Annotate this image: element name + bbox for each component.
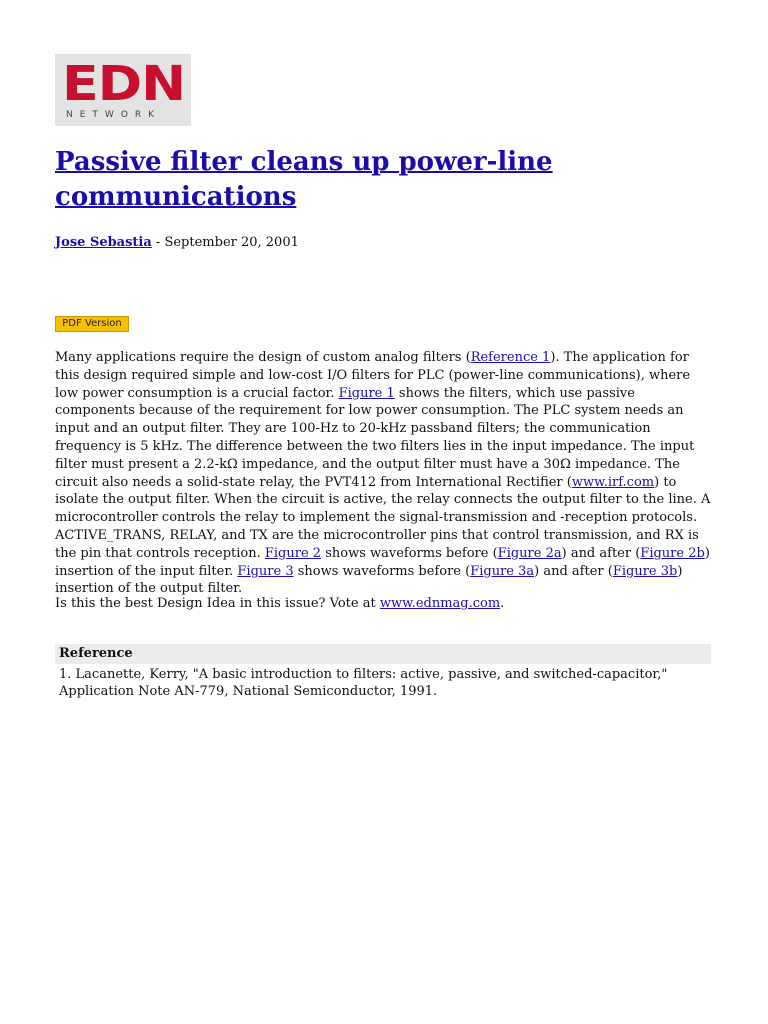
byline [55, 234, 299, 252]
body-text-1: Many applications require the design of custom analog filters ( [55, 350, 471, 365]
body-text-10: ) insertion of the output filter. [55, 563, 683, 597]
edn-network-logo[interactable] [55, 54, 191, 126]
publish-date: - September 20, 2001 [151, 235, 299, 250]
logo-subtitle: NETWORK [66, 110, 162, 120]
article-title [55, 145, 695, 215]
figure-3b-link[interactable]: Figure 3b [612, 563, 678, 579]
logo-wordmark: EDN [62, 56, 185, 112]
figure-2b-link[interactable]: Figure 2b [640, 545, 705, 561]
reference-heading: Reference [55, 644, 711, 664]
figure-1-link[interactable]: Figure 1 [338, 385, 395, 401]
article-title-link[interactable]: Passive filter cleans up power-line communications [55, 147, 553, 212]
vote-line [55, 595, 711, 613]
article-body [55, 349, 711, 598]
vote-text: Is this the best Design Idea in this issue? Vote at [55, 596, 380, 611]
figure-3-link[interactable]: Figure 3 [237, 563, 294, 579]
figure-2-link[interactable]: Figure 2 [264, 545, 322, 561]
pdf-version-button[interactable]: PDF Version [55, 316, 129, 332]
irf-website-link[interactable]: www.irf.com [571, 474, 655, 490]
figure-3a-link[interactable]: Figure 3a [470, 563, 535, 579]
body-text-5: shows waveforms before ( [321, 545, 498, 561]
body-text-4: ) to isolate the output filter. When the circuit is active, the relay connects the output filter to the line. A microcontroller controls the relay to implement the signal-transmission and -reception protocols. ACTIVE_TRANS, RELAY, and TX are the microcontroller pins that control transmission, and RX is the pin that controls reception. [55, 474, 711, 561]
body-text-6: ) and after ( [561, 545, 641, 561]
figure-2a-link[interactable]: Figure 2a [497, 545, 562, 561]
body-text-8: shows waveforms before ( [293, 563, 471, 579]
body-text-3: shows the filters, which use passive components because of the requirement for low power consumption. The PLC system needs an input and an output filter. They are 100-Hz to 20-kHz passband filters; the communication frequency is 5 kHz. The difference between the two filters lies in the input impedance. The input filter must present a 2.2-kΩ impedance, and the output filter must have a 30Ω impedance. The circuit also needs a solid-state relay, the PVT412 from International Rectifier ( [55, 385, 695, 490]
reference-section [55, 644, 711, 700]
body-text-7: ) insertion of the input filter. [55, 545, 710, 579]
author-link[interactable]: Jose Sebastia [55, 235, 152, 250]
vote-end: . [500, 596, 505, 611]
reference-item: 1. Lacanette, Kerry, "A basic introduction to filters: active, passive, and switched-capacitor," Application Note AN-779, National Semiconductor, 1991. [59, 667, 668, 699]
ednmag-link[interactable]: www.ednmag.com [379, 596, 501, 611]
reference-1-link[interactable]: Reference 1 [470, 350, 551, 365]
body-text-2: ). The application for this design required simple and low-cost I/O filters for PLC (power-line communications), where low power consumption is a crucial factor. [55, 350, 691, 401]
body-text-9: ) and after ( [534, 563, 613, 579]
